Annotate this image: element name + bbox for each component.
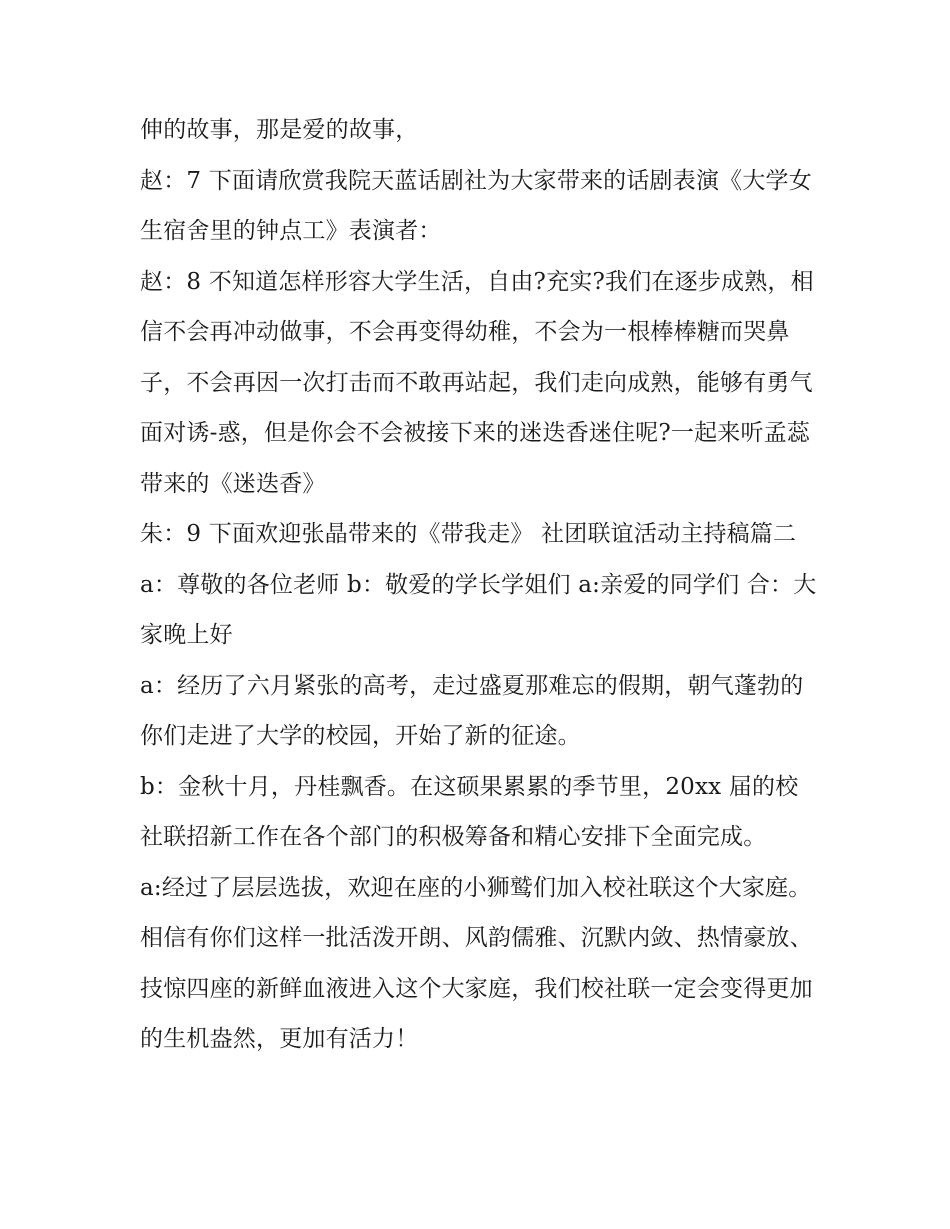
paragraph-7: a:经过了层层选拔，欢迎在座的小狮鹫们加入校社联这个大家庭。相信有你们这样一批活泼开朗、风韵儒雅、沉默内敛、热情豪放、技惊四座的新鲜血液进入这个大家庭，我们校社联一定会变得更加的生机盎然，更加有活力！	[140, 874, 813, 1052]
paragraph-3: 赵：8 不知道怎样形容大学生活，自由?充实?我们在逐步成熟，相信不会再冲动做事，不会再变得幼稚，不会为一根棒棒糖而哭鼻子，不会再因一次打击而不敢再站起，我们走向成熟，能够有勇气面对诱-惑，但是你会不会被接下来的迷迭香迷住呢?一起来听孟蕊带来的《迷迭香》	[140, 268, 814, 497]
paragraph-4: 朱：9 下面欢迎张晶带来的《带我走》 社团联谊活动主持稿篇二 a：尊敬的各位老师 b：敬爱的学长学姐们 a:亲爱的同学们 合：大家晚上好	[140, 521, 817, 648]
paragraph-2: 赵：7 下面请欣赏我院天蓝话剧社为大家带来的话剧表演《大学女生宿舍里的钟点工》表演者：	[140, 167, 812, 244]
paragraph-5: a：经历了六月紧张的高考，走过盛夏那难忘的假期，朝气蓬勃的你们走进了大学的校园，开始了新的征途。	[140, 672, 804, 749]
paragraph-1: 伸的故事，那是爱的故事，	[140, 117, 419, 143]
document-body	[140, 105, 820, 1065]
paragraph-6: b：金秋十月，丹桂飘香。在这硕果累累的季节里，20xx 届的校社联招新工作在各个部门的积极筹备和精心安排下全面完成。	[140, 773, 799, 850]
